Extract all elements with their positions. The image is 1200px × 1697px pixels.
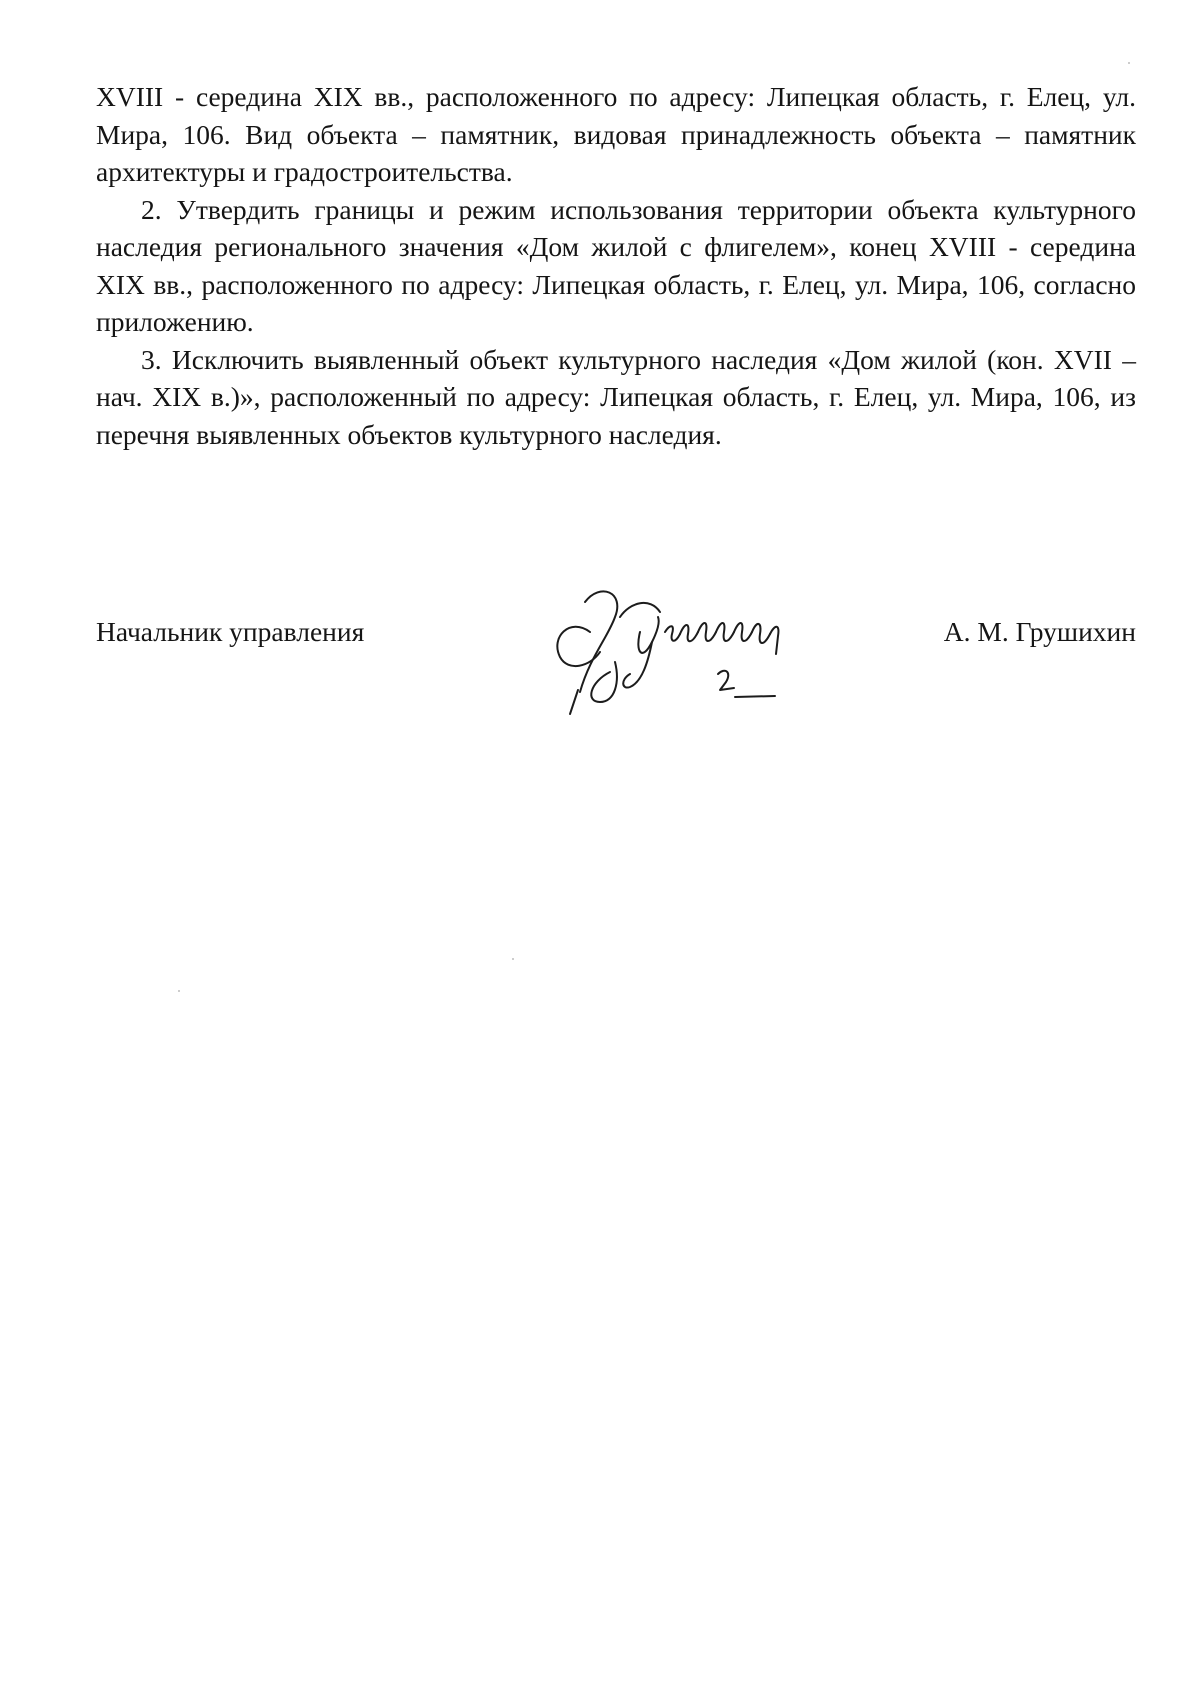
scan-speck bbox=[1128, 62, 1130, 64]
scan-speck bbox=[178, 990, 180, 992]
paragraph-1-continuation: XVIII - середина XIX вв., расположенного по адресу: Липецкая область, г. Елец, ул. Мира, 106. Вид объекта – памятник, видовая принадлежность объекта – памятник архитектуры и градостроительства. bbox=[96, 81, 1136, 187]
signatory-name: А. М. Грушихин bbox=[943, 616, 1136, 647]
document-body bbox=[96, 78, 1136, 453]
paragraph-2: 2. Утвердить границы и режим использования территории объекта культурного наследия регионального значения «Дом жилой с флигелем», конец XVIII - середина XIX вв., расположенного по адресу: Липецкая область, г. Елец, ул. Мира, 106, согласно приложению. bbox=[96, 193, 1136, 337]
paragraph-3: 3. Исключить выявленный объект культурного наследия «Дом жилой (кон. XVII – нач. XIX в.)», расположенный по адресу: Липецкая область, г. Елец, ул. Мира, 106, из перечня выявленных объектов культурного наследия. bbox=[96, 343, 1136, 450]
signatory-title: Начальник управления bbox=[96, 616, 365, 647]
handwritten-signature bbox=[530, 562, 850, 722]
scan-speck bbox=[512, 958, 514, 960]
